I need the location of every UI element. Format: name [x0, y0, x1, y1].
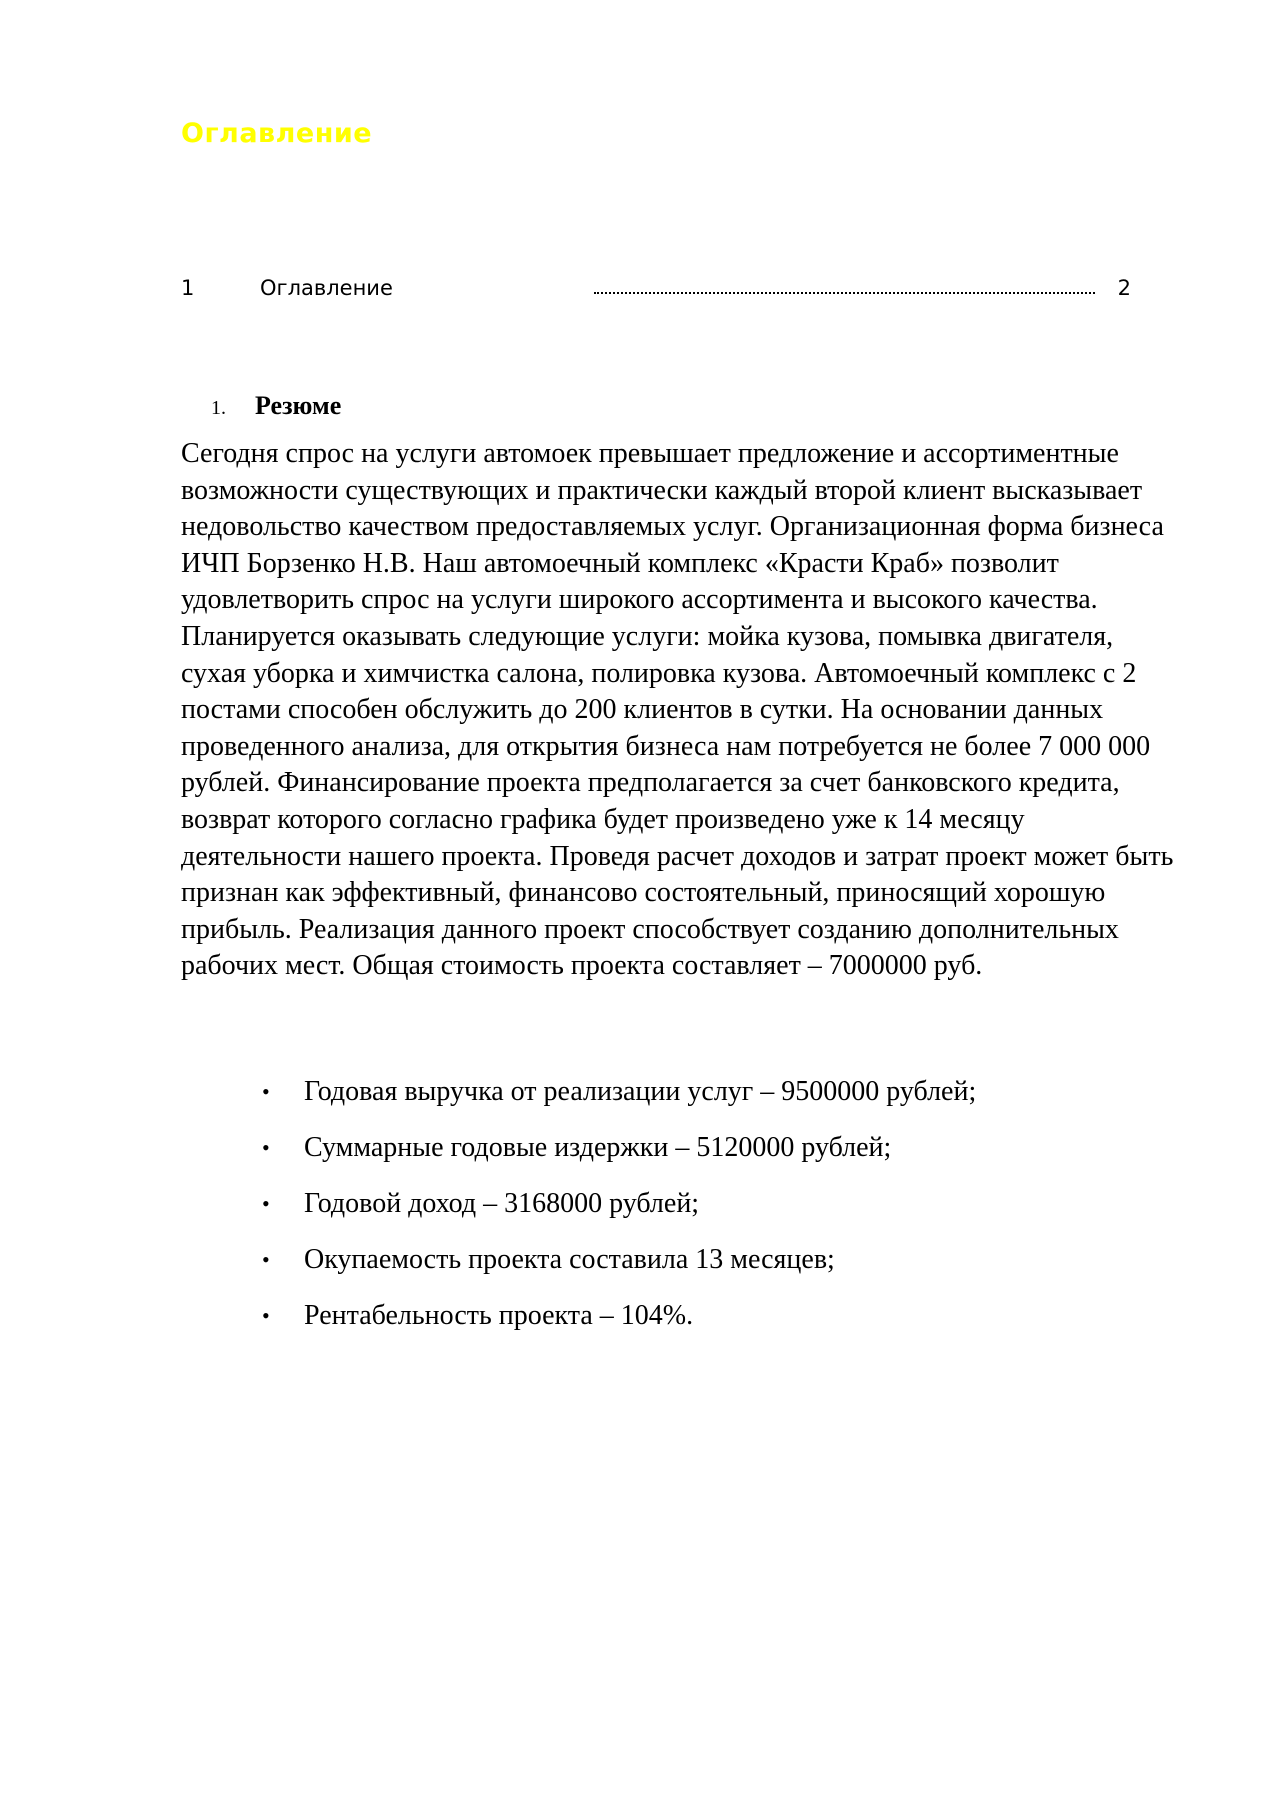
list-item-text: Суммарные годовые издержки – 5120000 рублей;	[304, 1132, 892, 1163]
section-title: Резюме	[255, 391, 342, 420]
bullet-icon: •	[262, 1079, 270, 1104]
list-item-text: Годовой доход – 3168000 рублей;	[304, 1188, 700, 1219]
section-heading	[211, 391, 341, 421]
toc-dot-leader	[594, 292, 1095, 294]
bullet-icon: •	[262, 1135, 270, 1160]
bullet-icon: •	[262, 1191, 270, 1216]
section-number: 1.	[211, 397, 226, 419]
toc-heading: Оглавление	[181, 118, 373, 149]
list-item-text: Рентабельность проекта – 104%.	[304, 1300, 694, 1331]
list-item-text: Годовая выручка от реализации услуг – 9500000 рублей;	[304, 1076, 977, 1107]
toc-entry-text[interactable]: Оглавление	[260, 276, 393, 300]
list-item-text: Окупаемость проекта составила 13 месяцев;	[304, 1244, 835, 1275]
toc-entry[interactable]	[181, 276, 1131, 306]
toc-entry-page-number: 2	[1117, 276, 1131, 300]
bullet-icon: •	[262, 1303, 270, 1328]
toc-entry-number: 1	[181, 276, 195, 300]
bullet-icon: •	[262, 1247, 270, 1272]
summary-paragraph: Сегодня спрос на услуги автомоек превышает предложение и ассортиментные возможности существующих и практически каждый второй клиент высказывает недовольство качеством предоставляемых услуг. Организационная форма бизнеса ИЧП Борзенко Н.В. Наш автомоечный комплекс «Красти Краб» позволит удовлетворить спрос на услуги широкого ассортимента и высокого качества. Планируется оказывать следующие услуги: мойка кузова, помывка двигателя, сухая уборка и химчистка салона, полировка кузова. Автомоечный комплекс с 2 постами способен обслужить до 200 клиентов в сутки. На основании данных проведенного анализа, для открытия бизнеса нам потребуется не более 7 000 000 рублей. Финансирование проекта предполагается за счет банковского кредита, возврат которого согласно графика будет произведено уже к 14 месяцу деятельности нашего проекта. Проведя расчет доходов и затрат проект может быть признан как эффективный, финансово состоятельный, приносящий хорошую прибыль. Реализация данного проект способствует созданию дополнительных рабочих мест. Общая стоимость проекта составляет – 7000000 руб.	[181, 438, 1174, 982]
